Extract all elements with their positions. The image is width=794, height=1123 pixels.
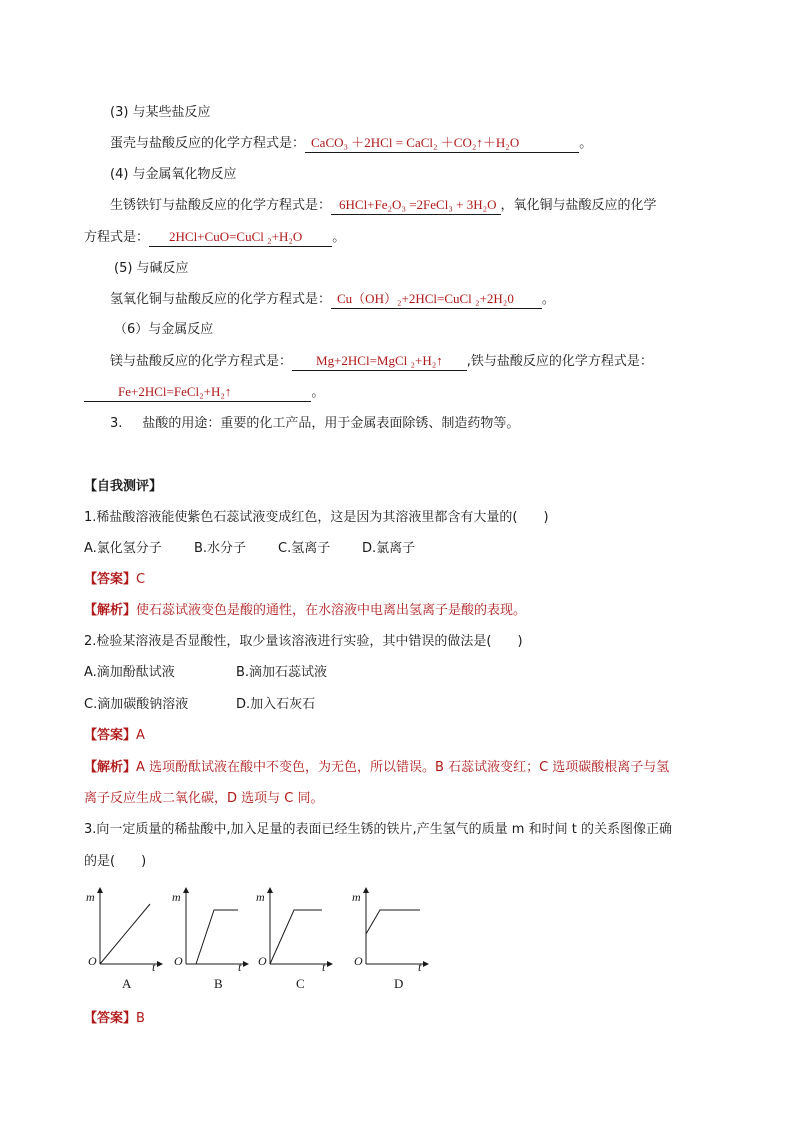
q1-explanation-tag: 【解析】 (84, 603, 137, 618)
section-6-equation-2: Fe+2HCl=FeCl₂+H₂↑ (118, 384, 232, 399)
section-6-heading: （6）与金属反应 (114, 322, 214, 337)
graph-b-origin: O (174, 954, 183, 968)
section-5-line (110, 290, 555, 310)
section-4-mid: ，氧化铜与盐酸反应的化学 (500, 198, 657, 213)
graph-d-y-label: m (352, 890, 361, 904)
graph-a-origin: O (88, 954, 97, 968)
hcl-use-text: 盐酸的用途：重要的化工产品，用于金属表面除锈、制造药物等。 (142, 416, 520, 431)
graph-b[interactable] (174, 884, 254, 994)
graph-a-x-label: t (152, 960, 156, 974)
q2-option-c[interactable]: C.滴加碳酸钠溶液 (84, 697, 189, 712)
q1-stem: 1.稀盐酸溶液能使紫色石蕊试液变成红色，这是因为其溶液里都含有大量的( ) (84, 510, 549, 525)
hcl-use-line (110, 414, 519, 434)
section-3-line (110, 134, 592, 154)
section-6-mid: ,铁与盐酸反应的化学方程式是： (466, 354, 653, 369)
graph-d-origin: O (354, 954, 363, 968)
section-5-heading: (5) 与碱反应 (114, 261, 189, 276)
section-5-equation: Cu（OH）₂+2HCl=CuCl ₂+2H₂0 (337, 291, 514, 306)
section-6-prompt-1: 镁与盐酸反应的化学方程式是： (110, 354, 293, 369)
section-6-answer-blank-2[interactable] (84, 384, 311, 402)
q2-explanation-1 (84, 758, 669, 778)
q2-explanation-text-2: 离子反应生成二氧化碳，D 选项与 C 同。 (84, 791, 324, 806)
graph-d[interactable] (354, 884, 434, 994)
q1-option-a[interactable]: A.氯化氢分子 (84, 541, 162, 556)
q2-answer-value: A (136, 728, 145, 743)
graph-b-x-label: t (238, 960, 242, 974)
q2-options-row-1 (84, 663, 327, 683)
q1-explanation-text: 使石蕊试液变色是酸的通性，在水溶液中电离出氢离子是酸的表现。 (136, 603, 527, 618)
q1-option-c[interactable]: C.氢离子 (278, 541, 331, 556)
graph-b-label: B (214, 976, 223, 991)
section-5-end: 。 (541, 292, 555, 307)
graph-d-label: D (394, 976, 404, 991)
q2-option-b[interactable]: B.滴加石蕊试液 (236, 665, 328, 680)
graph-c-y-label: m (256, 890, 265, 904)
q1-answer (84, 570, 145, 590)
section-4-prompt-1: 生锈铁钉与盐酸反应的化学方程式是： (110, 198, 332, 213)
section-3-end: 。 (579, 136, 593, 151)
q2-explanation-text-1: A 选项酚酞试液在酸中不变色，为无色，所以错误。B 石蕊试液变红；C 选项碳酸根离子与氢 (136, 760, 670, 775)
q2-explanation-tag: 【解析】 (84, 760, 137, 775)
graph-b-plot (174, 884, 254, 974)
q3-stem-1: 3.向一定质量的稀盐酸中,加入足量的表面已经生锈的铁片,产生氢气的质量 m 和时间 t 的关系图像正确 (84, 822, 672, 837)
section-6-line-1 (110, 352, 653, 372)
hcl-use-number: 3. (110, 416, 123, 431)
graph-c-curve (270, 910, 322, 964)
q2-answer-tag: 【答案】 (84, 728, 137, 743)
q2-stem: 2.检验某溶液是否显酸性，取少量该溶液进行实验，其中错误的做法是( ) (84, 634, 523, 649)
graph-b-y-label: m (172, 890, 181, 904)
section-4-line-1 (110, 196, 657, 216)
graph-c[interactable] (258, 884, 338, 994)
q2-answer (84, 726, 145, 746)
q1-explanation (84, 601, 526, 621)
section-6-equation-1: Mg+2HCl=MgCl ₂+H₂↑ (316, 353, 443, 368)
section-4-answer-blank-2[interactable] (149, 229, 332, 247)
graph-d-curve (366, 910, 420, 934)
q1-answer-tag: 【答案】 (84, 572, 137, 587)
section-4-equation-2: 2HCl+CuO=CuCl ₂+H₂O (169, 229, 303, 244)
graph-c-origin: O (258, 954, 267, 968)
q1-option-d[interactable]: D.氯离子 (362, 541, 416, 556)
graph-c-plot (258, 884, 338, 974)
q2-option-a[interactable]: A.滴加酚酞试液 (84, 665, 175, 680)
graph-c-label: C (296, 976, 305, 991)
q2-options-row-2 (84, 695, 315, 715)
graph-d-plot (354, 884, 434, 974)
q3-answer-tag: 【答案】 (84, 1011, 137, 1026)
q3-answer (84, 1009, 145, 1029)
section-4-equation-1: 6HCl+Fe₂O₃ =2FeCl₃ + 3H₂O (339, 197, 497, 212)
section-3-equation: CaCO₃ ＋2HCl = CaCl₂ ＋CO₂↑＋H₂O (311, 135, 520, 150)
section-6-line-2 (84, 383, 324, 403)
section-4-answer-blank-1[interactable] (331, 197, 501, 215)
section-4-end: 。 (332, 230, 346, 245)
section-3-heading: (3) 与某些盐反应 (110, 105, 211, 120)
q3-answer-value: B (136, 1011, 145, 1026)
section-4-heading: (4) 与金属氧化物反应 (110, 167, 237, 182)
graph-d-x-label: t (418, 960, 422, 974)
self-eval-title: 【自我测评】 (84, 479, 163, 494)
section-5-answer-blank[interactable] (331, 291, 542, 309)
graph-a-plot (88, 884, 168, 974)
graph-c-x-label: t (322, 960, 326, 974)
section-4-prompt-2: 方程式是： (84, 230, 150, 245)
graph-a-label: A (122, 976, 132, 991)
section-5-prompt: 氢氧化铜与盐酸反应的化学方程式是： (110, 292, 332, 307)
graph-b-curve (196, 910, 238, 964)
q2-option-d[interactable]: D.加入石灰石 (236, 697, 316, 712)
section-6-end: 。 (311, 385, 325, 400)
q1-option-b[interactable]: B.水分子 (194, 541, 247, 556)
q1-answer-value: C (136, 572, 146, 587)
section-6-answer-blank-1[interactable] (292, 353, 467, 371)
graph-a-curve (100, 904, 150, 964)
q1-options (84, 539, 415, 559)
section-4-line-2 (84, 228, 345, 248)
q3-stem-2: 的是( ) (84, 854, 147, 869)
graph-a-y-label: m (86, 890, 95, 904)
section-3-answer-blank[interactable] (305, 135, 579, 153)
section-3-prompt: 蛋壳与盐酸反应的化学方程式是： (110, 136, 306, 151)
graph-a[interactable] (88, 884, 168, 994)
